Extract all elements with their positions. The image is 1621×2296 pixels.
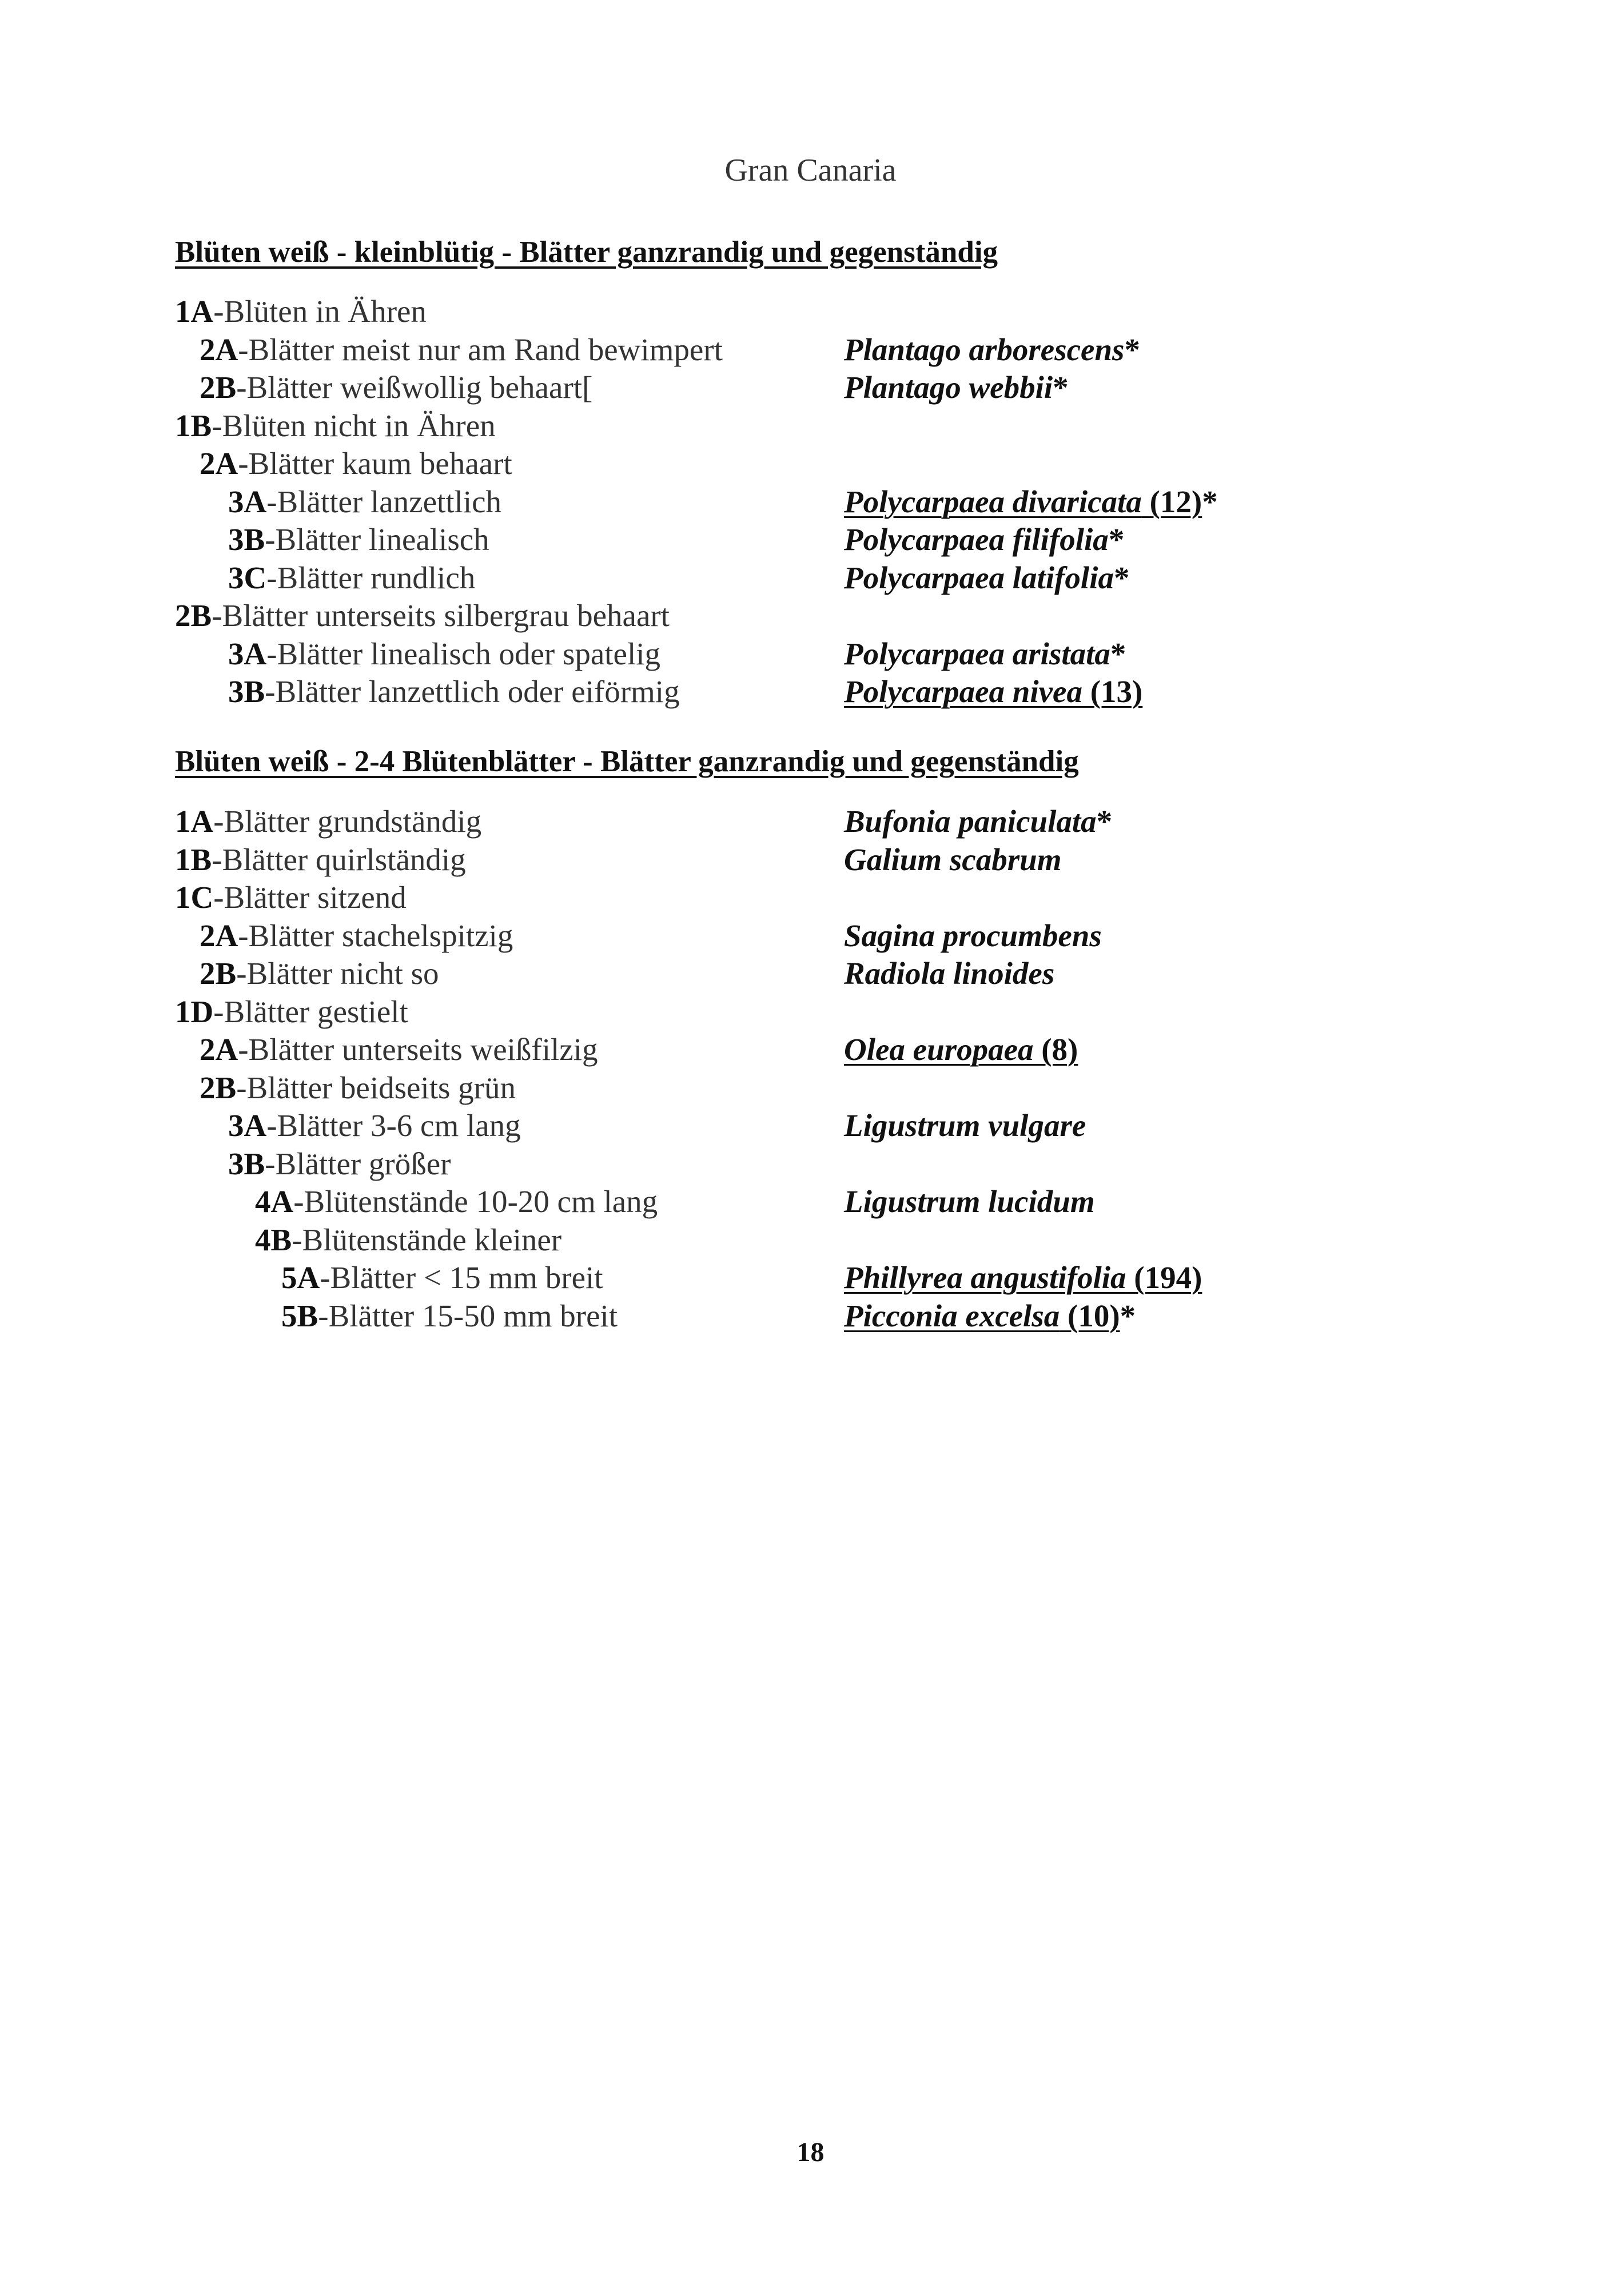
couplet-code: 3B xyxy=(228,522,265,557)
species-name xyxy=(844,635,1126,673)
key-row xyxy=(0,993,1621,1031)
key-couplet xyxy=(228,521,489,559)
couplet-description: -Blüten nicht in Ähren xyxy=(212,408,496,443)
couplet-code: 2B xyxy=(200,1070,237,1105)
page-number: 18 xyxy=(796,2137,825,2167)
species-label: Radiola linoides xyxy=(844,956,1055,991)
species-reference[interactable]: (10) xyxy=(1060,1298,1120,1333)
key-row xyxy=(0,879,1621,916)
key-couplet xyxy=(175,993,408,1031)
species-reference[interactable]: (8) xyxy=(1033,1032,1078,1067)
key-couplet xyxy=(200,1031,598,1069)
couplet-description: -Blätter beidseits grün xyxy=(236,1070,516,1105)
key-row xyxy=(0,369,1621,406)
key-row xyxy=(0,841,1621,879)
species-label: Polycarpaea latifolia xyxy=(844,560,1114,595)
key-couplet xyxy=(200,369,592,406)
species-label: Polycarpaea aristata xyxy=(844,636,1110,671)
species-label: Plantago arborescens xyxy=(844,332,1125,367)
couplet-description: -Blätter sitzend xyxy=(213,880,407,915)
species-reference[interactable]: (194) xyxy=(1126,1260,1202,1295)
species-name xyxy=(844,841,1062,879)
key-row xyxy=(0,331,1621,369)
key-row xyxy=(0,1183,1621,1221)
species-name xyxy=(844,1107,1086,1145)
couplet-code: 1B xyxy=(175,842,212,877)
species-label: Sagina procumbens xyxy=(844,918,1102,953)
key-row xyxy=(0,483,1621,521)
key-couplet xyxy=(175,597,670,635)
section-heading: Blüten weiß - 2-4 Blütenblätter - Blätter ganzrandig und gegenständig xyxy=(175,745,1079,778)
species-link[interactable]: Polycarpaea nivea xyxy=(844,674,1082,709)
species-label: Galium scabrum xyxy=(844,842,1062,877)
species-name xyxy=(844,1183,1095,1221)
species-name[interactable] xyxy=(844,483,1218,521)
key-row xyxy=(0,293,1621,330)
key-couplet xyxy=(200,955,439,992)
couplet-code: 2A xyxy=(200,1032,238,1067)
couplet-description: -Blätter < 15 mm breit xyxy=(320,1260,603,1295)
couplet-description: -Blätter 3-6 cm lang xyxy=(266,1108,521,1143)
couplet-code: 1B xyxy=(175,408,212,443)
couplet-code: 4B xyxy=(255,1222,292,1257)
key-couplet xyxy=(255,1221,561,1259)
species-name xyxy=(844,955,1054,992)
key-row xyxy=(0,1107,1621,1145)
couplet-description: -Blätter lanzettlich oder eiförmig xyxy=(265,674,680,709)
species-reference[interactable]: (13) xyxy=(1082,674,1143,709)
species-label: Polycarpaea filifolia xyxy=(844,522,1109,557)
key-row xyxy=(0,597,1621,635)
key-row xyxy=(0,1069,1621,1107)
page-title: Gran Canaria xyxy=(724,153,897,188)
couplet-description: -Blätter rundlich xyxy=(266,560,476,595)
species-name xyxy=(844,331,1140,369)
couplet-description: -Blätter nicht so xyxy=(236,956,439,991)
couplet-code: 1C xyxy=(175,880,214,915)
key-row xyxy=(0,673,1621,711)
species-label: Ligustrum lucidum xyxy=(844,1184,1095,1219)
couplet-code: 2B xyxy=(200,370,237,405)
couplet-description: -Blätter kaum behaart xyxy=(238,446,512,481)
endemic-marker: * xyxy=(1120,1298,1136,1333)
endemic-marker: * xyxy=(1124,332,1140,367)
couplet-code: 1D xyxy=(175,994,214,1029)
couplet-description: -Blütenstände 10-20 cm lang xyxy=(293,1184,658,1219)
key-couplet xyxy=(228,1107,521,1145)
species-label: Plantago webbii xyxy=(844,370,1053,405)
key-row xyxy=(0,917,1621,955)
species-link[interactable]: Phillyrea angustifolia xyxy=(844,1260,1126,1295)
couplet-code: 3B xyxy=(228,674,265,709)
key-couplet xyxy=(228,673,680,711)
couplet-code: 2A xyxy=(200,446,238,481)
key-row xyxy=(0,1031,1621,1069)
couplet-code: 2A xyxy=(200,332,238,367)
couplet-description: -Blätter unterseits weißfilzig xyxy=(238,1032,598,1067)
species-name xyxy=(844,521,1124,559)
couplet-code: 3A xyxy=(228,1108,267,1143)
species-name[interactable] xyxy=(844,1031,1078,1069)
couplet-description: -Blätter stachelspitzig xyxy=(238,918,513,953)
couplet-code: 5B xyxy=(281,1298,318,1333)
species-name[interactable] xyxy=(844,1259,1202,1297)
key-row xyxy=(0,1297,1621,1335)
species-name[interactable] xyxy=(844,1297,1136,1335)
couplet-code: 4A xyxy=(255,1184,294,1219)
couplet-description: -Blätter weißwollig behaart[ xyxy=(236,370,593,405)
couplet-description: -Blätter quirlständig xyxy=(212,842,466,877)
couplet-description: -Blätter linealisch xyxy=(265,522,489,557)
key-couplet xyxy=(200,917,513,955)
key-couplet xyxy=(228,635,660,673)
couplet-description: -Blätter 15-50 mm breit xyxy=(318,1298,618,1333)
key-row xyxy=(0,635,1621,673)
key-row xyxy=(0,1221,1621,1259)
couplet-description: -Blätter lanzettlich xyxy=(266,484,502,519)
key-couplet xyxy=(255,1183,658,1221)
key-row xyxy=(0,445,1621,483)
key-couplet xyxy=(200,331,723,369)
key-row xyxy=(0,407,1621,445)
key-row xyxy=(0,559,1621,597)
couplet-description: -Blätter linealisch oder spatelig xyxy=(266,636,661,671)
couplet-code: 3A xyxy=(228,636,267,671)
endemic-marker: * xyxy=(1108,522,1125,557)
species-name[interactable] xyxy=(844,673,1142,711)
key-couplet xyxy=(228,483,501,521)
key-couplet xyxy=(175,841,466,879)
key-row xyxy=(0,1259,1621,1297)
endemic-marker: * xyxy=(1114,560,1130,595)
key-couplet xyxy=(228,559,475,597)
key-couplet xyxy=(200,1069,516,1107)
species-name xyxy=(844,369,1069,406)
couplet-code: 3C xyxy=(228,560,267,595)
couplet-description: -Blätter grundständig xyxy=(213,804,482,839)
endemic-marker: * xyxy=(1096,804,1113,839)
couplet-code: 2B xyxy=(200,956,237,991)
key-couplet xyxy=(175,803,481,840)
key-row xyxy=(0,803,1621,840)
key-couplet xyxy=(281,1259,603,1297)
species-reference[interactable]: (12) xyxy=(1141,484,1202,519)
couplet-code: 3A xyxy=(228,484,267,519)
couplet-code: 1A xyxy=(175,804,214,839)
key-row xyxy=(0,955,1621,992)
couplet-description: -Blüten in Ähren xyxy=(213,294,427,329)
couplet-code: 3B xyxy=(228,1146,265,1181)
species-name xyxy=(844,917,1102,955)
couplet-description: -Blätter unterseits silbergrau behaart xyxy=(212,598,670,633)
species-link[interactable]: Olea europaea xyxy=(844,1032,1034,1067)
couplet-description: -Blätter meist nur am Rand bewimpert xyxy=(238,332,723,367)
couplet-code: 5A xyxy=(281,1260,320,1295)
key-row xyxy=(0,521,1621,559)
couplet-code: 1A xyxy=(175,294,214,329)
species-link[interactable]: Polycarpaea divaricata xyxy=(844,484,1142,519)
species-label: Bufonia paniculata xyxy=(844,804,1097,839)
species-name xyxy=(844,559,1130,597)
key-row xyxy=(0,1145,1621,1183)
key-couplet xyxy=(281,1297,618,1335)
couplet-description: -Blütenstände kleiner xyxy=(292,1222,562,1257)
species-name xyxy=(844,803,1112,840)
couplet-code: 2A xyxy=(200,918,238,953)
endemic-marker: * xyxy=(1202,484,1218,519)
species-label: Ligustrum vulgare xyxy=(844,1108,1086,1143)
endemic-marker: * xyxy=(1110,636,1126,671)
key-couplet xyxy=(228,1145,451,1183)
key-couplet xyxy=(175,879,407,916)
couplet-description: -Blätter gestielt xyxy=(213,994,408,1029)
key-couplet xyxy=(200,445,512,483)
key-couplet xyxy=(175,293,427,330)
couplet-description: -Blätter größer xyxy=(265,1146,451,1181)
section-heading: Blüten weiß - kleinblütig - Blätter ganzrandig und gegenständig xyxy=(175,236,998,269)
couplet-code: 2B xyxy=(175,598,212,633)
key-couplet xyxy=(175,407,496,445)
species-link[interactable]: Picconia excelsa xyxy=(844,1298,1060,1333)
endemic-marker: * xyxy=(1053,370,1069,405)
